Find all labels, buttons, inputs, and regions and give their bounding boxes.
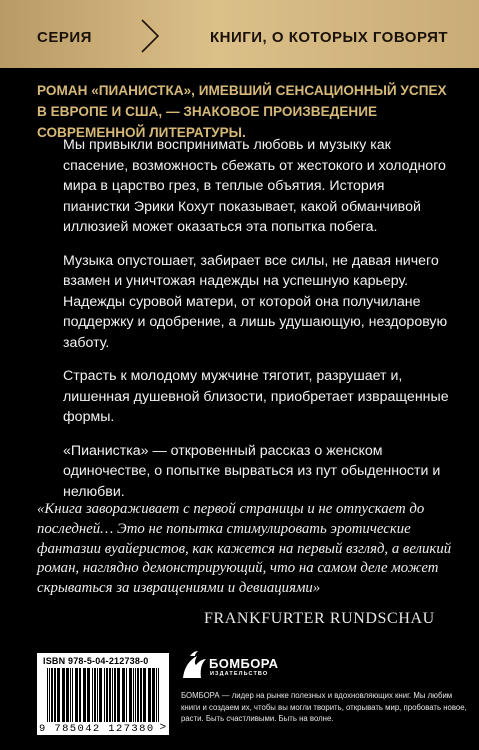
review-quote: «Книга завораживает с первой страницы и не отпускает до последней… Это не попытка стимулировать эротические фантазии вуайеристов, как кажется на первый взгляд, а великий роман, наглядно демонстрирующий, что на самом деле может скрываться за извращениями и девиациями» [37, 501, 452, 597]
barcode-bar [94, 668, 96, 722]
annotation-paragraph: Страсть к молодому мужчине тяготит, разрушает и, лишенная душевной близости, приобретает извращенные формы. [63, 368, 449, 425]
barcode-bars [45, 668, 161, 722]
isbn-number: ISBN 978-5-04-212738-0 [43, 656, 149, 666]
barcode-bar [66, 668, 69, 722]
barcode-bar [140, 668, 142, 722]
barcode-bar [156, 668, 157, 722]
series-bar [0, 0, 479, 68]
barcode-bar [117, 668, 120, 722]
series-name: КНИГИ, О КОТОРЫХ ГОВОРЯТ [210, 29, 449, 46]
barcode-bar [104, 668, 105, 722]
barcode-bar [99, 668, 102, 722]
annotation-body [63, 135, 453, 515]
barcode-bar [83, 668, 86, 722]
lead-text: РОМАН «ПИАНИСТКА», ИМЕВШИЙ СЕНСАЦИОННЫЙ УСПЕХ В ЕВРОПЕ И США, — ЗНАКОВОЕ ПРОИЗВЕДЕНИЕ СОВРЕМЕННОЙ ЛИТЕРАТУРЫ. [37, 83, 447, 140]
barcode-bar [97, 668, 98, 722]
annotation-paragraph: Мы привыкли воспринимать любовь и музыку как спасение, возможность сбежать от жестокого и холодного мира в царство грез, в теплые объятия. История пианистки Эрики Кохут показывает, какой обманчивой иллюзией может оказаться эта попытка побега. [63, 137, 446, 235]
barcode-bar [114, 668, 116, 722]
barcode-bar [137, 668, 139, 722]
barcode-bar [143, 668, 146, 722]
barcode [37, 653, 169, 735]
publisher-logo-subtitle: ИЗДАТЕЛЬСТВО [210, 671, 269, 677]
barcode-bar [158, 668, 159, 722]
barcode-bar [72, 668, 73, 722]
ean-digits: 9 785042 127380 [39, 723, 155, 735]
barcode-bar [54, 668, 56, 722]
barcode-bar [70, 668, 71, 722]
annotation-paragraph: Музыка опустошает, забирает все силы, не давая ничего взамен и уничтожая надежды на успешную карьеру. Надежды суровой матери, от которой она получилане поддержку и одобрение, а лишь удушающую, нездоровую заботу. [63, 252, 448, 351]
series-label: СЕРИЯ [37, 29, 92, 46]
barcode-bar [148, 668, 151, 722]
barcode-bar [122, 668, 125, 722]
barcode-bar [106, 668, 108, 722]
annotation-paragraph: «Пианистка» — откровенный рассказ о женском одиночестве, о попытке вырваться из пут обыденности и нелюбви. [63, 442, 441, 500]
chevron-right-icon [133, 18, 163, 54]
barcode-bar [47, 668, 48, 722]
barcode-bar [49, 668, 50, 722]
barcode-bar [51, 668, 53, 722]
barcode-bar [109, 668, 111, 722]
barcode-bar [152, 668, 155, 722]
publisher-description: БОМБОРА — лидер на рынке полезных и вдохновляющих книг. Мы любим книги и создаем их, чтобы вы могли творить, открывать мир, пробовать новое, расти. Быть счастливыми. Быть на волне. [181, 691, 467, 723]
barcode-bar [92, 668, 93, 722]
barcode-bar [75, 668, 78, 722]
barcode-bar [126, 668, 127, 722]
publisher-logo-name: БОМБОРА [209, 656, 279, 671]
barcode-bar [135, 668, 136, 722]
barcode-bar [79, 668, 81, 722]
barcode-bar [57, 668, 60, 722]
barcode-bar [129, 668, 132, 722]
bombora-wave-logo-icon [181, 650, 207, 680]
barcode-bar [62, 668, 65, 722]
barcode-bar [87, 668, 90, 722]
barcode-bar [133, 668, 134, 722]
quote-source: FRANKFURTER RUNDSCHAU [204, 610, 435, 627]
ean-arrow: > [159, 721, 166, 733]
barcode-bar [112, 668, 113, 722]
